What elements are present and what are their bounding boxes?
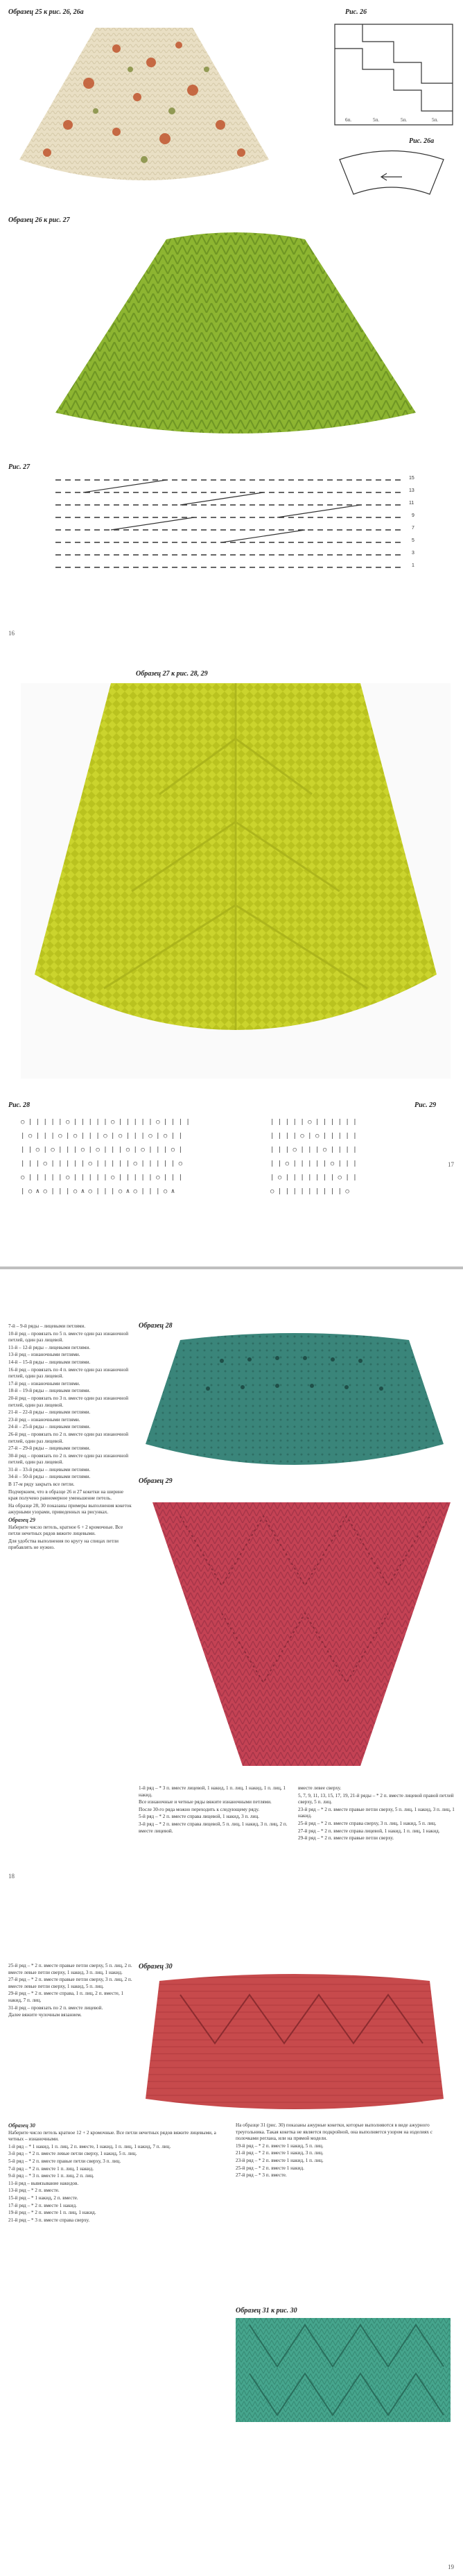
figure-26a-arc [333,146,451,201]
col5-line: 21-й ряд – * 3 п. вместе справа сверху. [8,2217,90,2223]
text-column-2 [139,1785,291,1835]
fig27-row-1: 15 [409,476,414,481]
col1-line: 21-й – 22-й ряды – лицевыми петлями. [8,1409,91,1416]
fig27-row-3: 11 [409,501,414,506]
svg-text:○ | | | | | ○ | | | | | ○ | |: ○ | | | | | ○ | | | | | ○ | | | | | ○ | | | | [21,1119,190,1126]
col1-line: 7-й – 9-й ряды – лицевыми петлями. [8,1323,86,1329]
caption-fig-29: Рис. 29 [414,1101,437,1109]
caption-sample-27: Образец 27 к рис. 28, 29 [136,670,208,678]
col5-line: 1-й ряд – * 1 накид, 1 п. лиц, 2 п. вместе, 1 накид, 1 п. лиц, 1 накид, 7 п. лиц. [8,2143,171,2149]
caption-fig-26: Рис. 26 [345,8,367,16]
sample-29-photo [152,1488,451,1780]
col6-line: На образце 31 (рис. 30) показаны ажурные кокетки, которые выполняются в виде ажурного треугольника. Такая кокетка не является подкройной, она выполняется узором на изделиях с полочками реглана, или на прямой модели. [236,2122,433,2142]
caption-sample-26: Образец 26 к рис. 27 [8,216,70,224]
col2-line: 5-й ряд – * 2 п. вместе справа лицевой, 1 накид, 3 п. лиц. [139,1814,259,1820]
col3-line: вместе левее сверху. [298,1785,342,1791]
caption-fig-26a: Рис. 26а [409,137,435,145]
svg-text:| ○ ∧ ○ | | | ○ ∧ ○ | | | ○ ∧: | ○ ∧ ○ | | | ○ ∧ ○ | | | ○ ∧ ○ | | | ○ ∧ [21,1188,175,1195]
col1-line: 23-й ряд – изнаночными петлями. [8,1416,80,1423]
col5-line: 15-й ряд – * 1 накид, 2 п. вместе. [8,2195,78,2201]
sample-30-photo [139,1974,451,2113]
col1-line: В 17-м ряду закрыть все петли. [8,1482,75,1488]
svg-text:| | ○ | | | | | ○ | | |: | | ○ | | | | | ○ | | | [270,1160,357,1167]
svg-text:| ○ | | | | | | | ○ | |: | ○ | | | | | | | ○ | | [270,1174,357,1181]
fig26-label-2: 5п. [373,117,379,123]
col1-line: 30-й ряд – провязать по 2 п. вместе один раз изнаночной петлей, один раз лицевой. [8,1452,129,1466]
col3-line: 29-й ряд – * 2 п. вместе правые петли сверху. [298,1835,394,1841]
fig27-row-2: 13 [409,488,414,493]
caption-fig-28: Рис. 28 [8,1101,30,1109]
caption-sample-31: Образец 31 к рис. 30 [236,2307,297,2315]
col1-line: На образце 28, 30 показаны примеры выполнения кокеток ажурными узорами, приведенных на рисунках. [8,1502,132,1515]
col5-line: 5-й ряд – * 2 п. вместе правые петли сверху, 3 п. лиц. [8,2158,121,2164]
fig27-row-4: 9 [412,513,414,518]
col5-line: 13-й ряд – * 2 п. вместе. [8,2188,60,2194]
fig26-label-3: 5п. [401,117,407,123]
col4-line: Далее вяжите чулочным вязанием. [8,2012,82,2018]
col1-line: 17-й ряд – изнаночными петлями. [8,1380,80,1386]
col6-line: 19-й ряд – * 2 п. вместе 1 накид, 5 п. лиц. [236,2143,324,2149]
col5-line: 7-й ряд – * 2 п. вместе 1 п. лиц, 1 накид. [8,2165,94,2172]
col4-line: 29-й ряд – * 2 п. вместе справа, 1 п. лиц, 2 п. вместе, 1 накид, 7 п. лиц. [8,1991,124,2003]
col3-line: 25-й ряд – * 2 п. вместе справа сверху, 3 п. лиц, 1 накид, 5 п. лиц. [298,1820,437,1826]
page-number-17: 17 [448,1161,454,1168]
text-column-3 [298,1785,455,1843]
text-column-4 [8,1963,133,2020]
magazine-page-spread-1 [0,0,463,1269]
svg-text:| | ○ | ○ | | | ○ | ○ | | | ○: | | ○ | ○ | | | ○ | ○ | | | ○ | ○ | | | ○ | [21,1147,182,1153]
text-column-5 [8,2122,223,2224]
col4-line: 25-й ряд – * 2 п. вместе правые петли сверху, 5 п. лиц, 2 п. вместе левые петли сверху, 1 накид, 3 п. лиц, 1 накид. [8,1963,132,1975]
col5-line: 9-й ряд – * 3 п. вместе 1 п. лиц, 2 п. лиц. [8,2173,94,2179]
col1-line: 31-й – 33-й ряды – лицевыми петлями. [8,1466,91,1472]
caption-sample-29: Образец 29 [139,1477,173,1485]
caption-sample-28: Образец 28 [139,1322,173,1330]
col1-line: 20-й ряд – провязать по 3 п. вместе один раз изнаночной петлей, один раз лицевой. [8,1395,129,1408]
page-number-18: 18 [8,1873,15,1880]
col1-line: 26-й ряд – провязать по 2 п. вместе один раз изнаночной петлей, один раз лицевой. [8,1431,129,1444]
col6-line: 25-й ряд – * 2 п. вместе 1 накид. [236,2165,304,2171]
figure-26-chart [331,21,456,132]
svg-text:○ | | | | | ○ | | | | | ○ | |: ○ | | | | | ○ | | | | | ○ | | | | | ○ | | | [21,1174,182,1181]
col2-line: 3-й ряд – * 2 п. вместе справа лицевой, 5 п. лиц, 1 накид, 3 п. лиц, 2 п. вместе лицевой. [139,1821,288,1834]
col5-line: 19-й ряд – * 2 п. вместе 1 п. лиц, 1 накид. [8,2210,96,2216]
page-number-16: 16 [8,630,15,637]
sample-28-photo [139,1333,451,1472]
col3-line: 23-й ряд – * 2 п. вместе правые петли сверху, 5 п. лиц, 1 накид, 3 п. лиц, 1 накид. [298,1806,455,1819]
col1-line: 27-й – 29-й ряды – лицевыми петлями. [8,1445,91,1452]
col1-line: 18-й – 19-й ряды – лицевыми петлями. [8,1388,91,1394]
col1-line: Для удобства выполнения по кругу на спицах петли прибавлять не нужно. [8,1538,119,1551]
fig27-row-7: 3 [412,551,414,556]
fig27-row-8: 1 [412,563,414,568]
col5-heading: Образец 30 [8,2122,35,2129]
col6-line: 27-й ряд – * 3 п. вместе. [236,2172,287,2179]
col5-line: Наберите число петель кратное 12 + 2 кромочные. Все петли нечетных рядов вяжите лицевыми, а четных – изнаночными. [8,2129,216,2143]
fig27-row-5: 7 [412,526,414,531]
col1-line: Наберите число петель, кратное 6 + 2 кромочные. Все петли нечетных рядов вяжите лицевыми. [8,1524,123,1537]
svg-text:| | | ○ | | | ○ | | | |: | | | ○ | | | ○ | | | | [270,1147,357,1153]
caption-fig-27: Рис. 27 [8,463,30,471]
col5-line: 11-й ряд – вывязывание накидов. [8,2180,79,2186]
col2-line: После 30-го ряда можно переходить к следующему ряду. [139,1806,259,1812]
col2-line: Все изнаночные и четные ряды вяжите изнаночными петлями. [139,1799,272,1805]
sample-31-photo [236,2318,451,2422]
sample-27-photo [21,683,451,1079]
sample-25-photo [12,21,276,194]
fig26-label-1: 6п. [345,117,351,123]
text-column-6 [236,2122,455,2180]
col5-line: 17-й ряд – * 2 п. вместе 1 накид. [8,2202,77,2208]
svg-text:| ○ | | | ○ | ○ | | | ○ | ○ |: | ○ | | | ○ | ○ | | | ○ | ○ | | | ○ | ○ | | [21,1133,182,1140]
caption-sample-30: Образец 30 [139,1963,173,1970]
col1-line: 34-й – 50-й ряды – лицевыми петлями. [8,1474,91,1480]
magazine-page-spread-2 [0,1269,463,2576]
text-column-1 [8,1323,133,1552]
svg-text:○ | | | | | | | | | ○: ○ | | | | | | | | | ○ [270,1188,349,1195]
col4-line: 31-й ряд – провязать по 2 п. вместе лицевой. [8,2004,103,2011]
svg-text:| | | | | ○ | | | | | |: | | | | | ○ | | | | | | [270,1119,357,1126]
svg-text:| | | ○ | | | | | ○ | | | | |: | | | ○ | | | | | ○ | | | | | ○ | | | | | ○ [21,1160,182,1167]
figure-28-29-charts [21,1110,451,1214]
col6-line: 21-й ряд – * 2 п. вместе 1 накид, 3 п. лиц. [236,2150,324,2156]
col2-line: 1-й ряд – * 3 п. вместе лицевой, 1 накид, 1 п. лиц, 1 накид, 1 п. лиц, 1 накид. [139,1785,286,1798]
col1-line: 24-й – 25-й ряды – лицевыми петлями. [8,1424,91,1430]
svg-text:| | | | ○ | ○ | | | | |: | | | | ○ | ○ | | | | | [270,1133,357,1140]
figure-27-chart [42,472,444,583]
col1-line: Подчеркнем, что в образце 26 и 27 кокетки на ширине края получено равномерное уменьшение петель. [8,1488,124,1502]
col5-line: 3-й ряд – * 2 п. вместе левые петли сверху, 1 накид, 5 п. лиц. [8,2151,137,2157]
col6-line: 23-й ряд – * 2 п. вместе 1 накид, 1 п. лиц. [236,2157,324,2163]
col3-line: 5, 7, 9, 11, 13, 15, 17, 19, 21-й ряды – * 2 п. вместе лицевой правой петлей сверху, 5 п. лиц. [298,1792,454,1805]
page-number-19: 19 [448,2564,454,2570]
col3-line: 27-й ряд – * 2 п. вместе справа лицевой, 1 накид, 1 п. лиц, 1 накид. [298,1828,440,1834]
col1-line: 14-й – 15-й ряды – лицевыми петлями. [8,1359,91,1365]
col1-line: 13-й ряд – изнаночными петлями. [8,1352,80,1358]
col1-line: 16-й ряд – провязать по 4 п. вместе один раз изнаночной петлей, один раз лицевой. [8,1366,129,1380]
col4-line: 27-й ряд – * 2 п. вместе правые петли сверху, 3 п. лиц, 2 п. вместе левые петли сверху, 1 накид, 5 п. лиц. [8,1977,132,1989]
col1-heading: Образец 29 [8,1517,35,1524]
fig26-label-4: 5п. [432,117,438,123]
caption-sample-25: Образец 25 к рис. 26, 26а [8,8,84,16]
sample-26-photo [42,225,430,447]
col1-line: 11-й – 12-й ряды – лицевыми петлями. [8,1344,91,1350]
fig27-row-6: 5 [412,538,414,543]
col1-line: 10-й ряд – провязать по 5 п. вместе один раз изнаночной петлей, один раз лицевой. [8,1330,129,1343]
